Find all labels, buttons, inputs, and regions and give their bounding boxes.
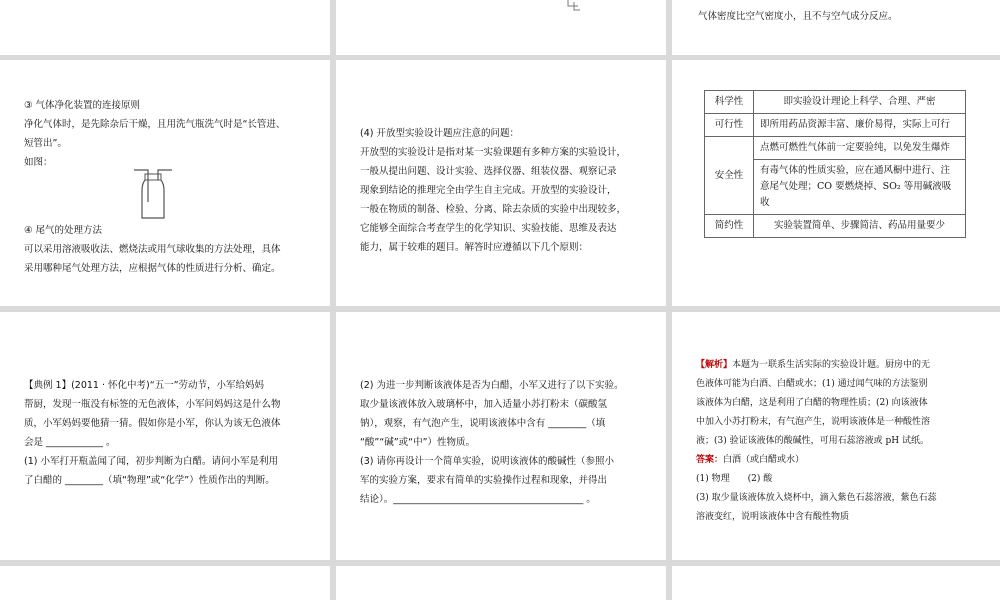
text-line: 钠），观察，有气泡产生，说明该液体中含有 ________（填 [360, 418, 606, 429]
text-line: (3) 取少量该液体放入烧杯中，滴入紫色石蕊溶液，紫色石蕊 [696, 493, 937, 503]
table-cell: 科学性 [705, 91, 754, 114]
gas-washing-bottle-icon [128, 162, 178, 222]
table-row [705, 91, 966, 114]
slide-7 [0, 312, 330, 560]
table-row [705, 215, 966, 238]
text-line: 一般在物质的制备、检验、分离、除去杂质的实验中出现较多， [360, 204, 627, 215]
text-line: ④ 尾气的处理方法 [24, 225, 103, 236]
text-line [696, 451, 937, 470]
text-line: (1) 小军打开瓶盖闻了闻，初步判断为白醋。请问小军是利用 [24, 456, 278, 467]
text-line: 结论）。________________________________________ 。 [360, 494, 596, 505]
slide-5 [336, 60, 666, 306]
text-line [696, 356, 937, 375]
text-line: 中加入小苏打粉末，有气泡产生，说明该液体是一种酸性溶 [696, 417, 931, 427]
text-line: 了白醋的 ________（填“物理”或“化学”）性质作出的判断。 [24, 475, 275, 486]
slide-12 [672, 566, 1000, 600]
text-line: (4) 开放型实验设计题应注意的问题： [360, 128, 519, 139]
table-cell: 可行性 [705, 114, 754, 137]
text-line: 如图： [24, 157, 53, 168]
text-line: 能力，属于较难的题目。解答时应遵循以下几个原则： [360, 242, 589, 253]
apparatus-fragment-icon [564, 0, 584, 14]
slide-11 [336, 566, 666, 600]
text-line: 净化气体时，是先除杂后干燥，且用洗气瓶洗气时是“长管进、 [24, 119, 286, 130]
text-line: 可以采用溶液吸收法、燃烧法或用气球收集的方法处理，具体 [24, 244, 281, 255]
slide-6 [672, 60, 1000, 306]
slide-8 [336, 312, 666, 560]
text-line: 溶液变红，说明该液体中含有酸性物质 [696, 512, 850, 522]
text-line: “酸”“碱”或“中”）性物质。 [360, 437, 476, 448]
text-line: 取少量该液体放入玻璃杯中，加入适量小苏打粉末（碳酸氢 [360, 399, 608, 410]
text-line: 军的实验方案，要求有简单的实验操作过程和现象，并得出 [360, 475, 608, 486]
table-cell: 安全性 [705, 137, 754, 215]
analysis-text: 本题为一联系生活实际的实验设计题。厨房中的无 [732, 360, 931, 370]
text-line: 短管出”。 [24, 138, 67, 149]
analysis-label: 【解析】 [696, 360, 733, 370]
text-line: 会是 ____________ 。 [24, 437, 116, 448]
answer-text: 白酒（或白醋或水） [723, 455, 805, 465]
slide-3 [672, 0, 1000, 55]
text-line: 该液体为白醋，这是利用了白醋的物理性质；(2) 向该液体 [696, 398, 928, 408]
table-row [705, 137, 966, 160]
open-design-notes [360, 124, 626, 257]
text-line: 采用哪种尾气处理方法，应根据气体的性质进行分析、确定。 [24, 263, 281, 274]
text-line: 一般从提出问题、设计实验、选择仪器、组装仪器、观察记录 [360, 166, 617, 177]
analysis-answer [696, 356, 937, 527]
slide-1 [0, 0, 330, 55]
text-line: 帮厨，发现一瓶没有标签的无色液体，小军问妈妈这是什么物 [24, 399, 281, 410]
text-line: 现象到结论的推理完全由学生自主完成。开放型的实验设计， [360, 185, 617, 196]
slide-3-text: 气体密度比空气密度小，且不与空气成分反应。 [698, 11, 898, 22]
table-cell: 有毒气体的性质实验，应在通风橱中进行、注意尾气处理；CO 要燃烧掉、SO₂ 等用碱液吸收 [754, 160, 966, 215]
slide-10 [0, 566, 330, 600]
slide-4 [0, 60, 330, 306]
text-line: (1) 物理 (2) 酸 [696, 474, 773, 484]
slide-9 [672, 312, 1000, 560]
text-line: 它能够全面综合考查学生的化学知识、实验技能、思维及表达 [360, 223, 617, 234]
text-line: 色液体可能为白酒、白醋或水；(1) 通过闻气味的方法鉴别 [696, 379, 928, 389]
example-question [24, 376, 281, 490]
purification-principle [24, 96, 285, 172]
text-line: 液；(3) 验证该液体的酸碱性，可用石蕊溶液或 pH 试纸。 [696, 436, 929, 446]
answer-label: 答案： [696, 455, 724, 465]
text-line: ③ 气体净化装置的连接原则 [24, 100, 141, 111]
table-row [705, 114, 966, 137]
text-line: 【典例 1】(2011 · 怀化中考)“五一”劳动节，小军给妈妈 [24, 380, 265, 391]
principles-table [704, 90, 966, 238]
text-line: 质，小军妈妈要他猜一猜。假如你是小军，你认为该无色液体 [24, 418, 281, 429]
exhaust-treatment [24, 221, 281, 278]
table-cell: 点燃可燃性气体前一定要验纯，以免发生爆炸 [754, 137, 966, 160]
text-line: (3) 请你再设计一个简单实验，说明该液体的酸碱性（参照小 [360, 456, 614, 467]
text-line: 开放型的实验设计是指对某一实验课题有多种方案的实验设计， [360, 147, 627, 158]
table-cell: 即所用药品资源丰富、廉价易得，实际上可行 [754, 114, 966, 137]
slide-2 [336, 0, 666, 55]
text-line: (2) 为进一步判断该液体是否为白醋，小军又进行了以下实验。 [360, 380, 624, 391]
table-cell: 简约性 [705, 215, 754, 238]
table-cell: 即实验设计理论上科学、合理、严密 [754, 91, 966, 114]
table-cell: 实验装置简单、步骤简洁、药品用量要少 [754, 215, 966, 238]
example-question-cont [360, 376, 623, 509]
